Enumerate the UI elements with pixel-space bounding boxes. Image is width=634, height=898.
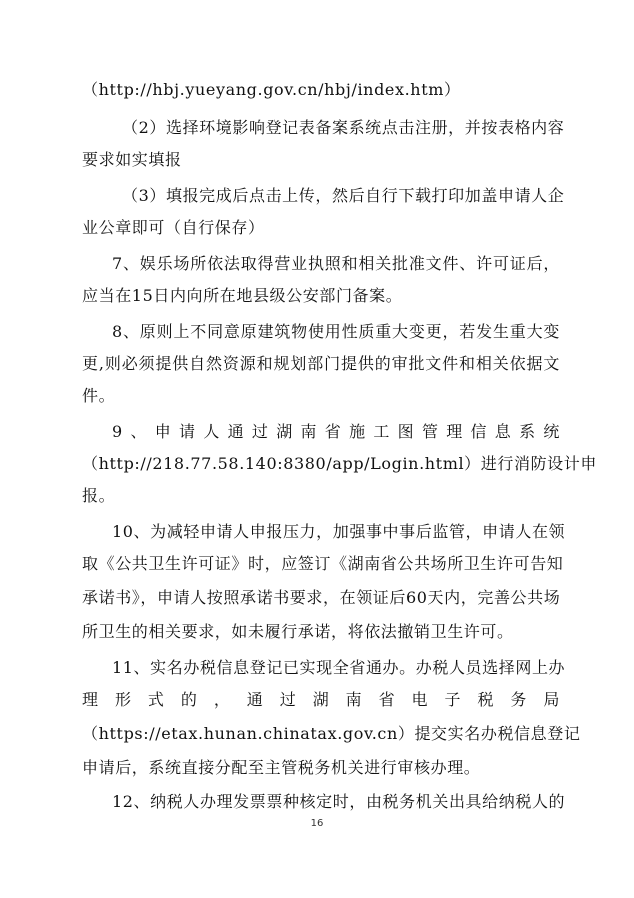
text-line-step2-cont: 要求如实填报: [82, 150, 182, 169]
text-line-item10-cont3: 所卫生的相关要求，如未履行承诺，将依法撤销卫生许可。: [82, 622, 514, 641]
text-line-item10-cont2: 承诺书》，申请人按照承诺书要求，在领证后60天内，完善公共场: [82, 588, 561, 607]
text-line-item11-cont1: 理形式的，通过湖南省电子税务局: [82, 690, 560, 709]
text-line-step2: （2）选择环境影响登记表备案系统点击注册，并按表格内容: [122, 118, 565, 137]
text-line-item8-cont1: 更,则必须提供自然资源和规划部门提供的审批文件和相关依据文: [82, 354, 560, 373]
text-line-item7-cont: 应当在15日内向所在地县级公安部门备案。: [82, 286, 403, 305]
text-line-item12: 12、纳税人办理发票票种核定时，由税务机关出具给纳税人的: [112, 792, 566, 811]
text-line-item8-cont2: 件。: [82, 386, 116, 405]
text-line-item7: 7、娱乐场所依法取得营业执照和相关批准文件、许可证后，: [112, 254, 560, 273]
text-line-item9-cont: 报。: [82, 486, 116, 505]
text-line-item9-url: （http://218.77.58.140:8380/app/Login.html）进行消防设计申: [82, 454, 597, 473]
text-line-item8: 8、原则上不同意原建筑物使用性质重大变更，若发生重大变: [112, 322, 560, 341]
text-line-item11: 11、实名办税信息登记已实现全省通办。办税人员选择网上办: [112, 658, 566, 677]
text-line-item9: 9、申请人通过湖南省施工图管理信息系统: [112, 422, 560, 441]
text-line-step3-cont: 业公章即可（自行保存）: [82, 218, 265, 237]
text-line-item10: 10、为减轻申请人申报压力，加强事中事后监管，申请人在领: [112, 522, 566, 541]
page-number: 16: [310, 818, 324, 829]
text-line-step3: （3）填报完成后点击上传，然后自行下载打印加盖申请人企: [122, 186, 565, 205]
text-line-item11-url: （https://etax.hunan.chinatax.gov.cn）提交实名办税信息登记: [82, 724, 581, 743]
text-line-url-hbj: （http://hbj.yueyang.gov.cn/hbj/index.htm）: [82, 80, 461, 99]
text-line-item10-cont1: 取《公共卫生许可证》时，应签订《湖南省公共场所卫生许可告知: [82, 554, 564, 573]
text-line-item11-cont2: 申请后，系统直接分配至主管税务机关进行审核办理。: [82, 758, 481, 777]
